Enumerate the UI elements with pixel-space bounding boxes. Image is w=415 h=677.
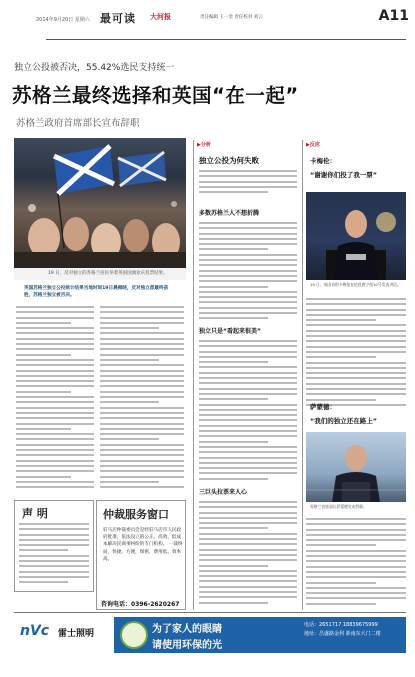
crowd-photo-art (14, 138, 186, 268)
article-subhead: 苏格兰政府首席部长宣布辞职 (16, 118, 140, 129)
quote-2: “我们的独立还在路上” (310, 417, 378, 425)
analysis-subheading-1: 多数苏格兰人不想折腾 (199, 210, 260, 217)
analysis-heading: 独立公投为何失败 (199, 156, 259, 165)
issue-date: 2014年9月20日 星期六 (36, 17, 90, 23)
arbitration-text-2: 一裁终局，快捷、方便，保密，费用低，效率高。 (103, 542, 183, 562)
analysis-text-2 (199, 222, 297, 320)
ad-slogan-2: 请使用环保的光 (152, 640, 222, 651)
article-kicker: 独立公投被否决，55.42%选民支持统一 (14, 63, 175, 73)
statement-text (19, 523, 89, 589)
analysis-text-1 (199, 170, 297, 200)
nvc-logo: nVc (20, 623, 50, 639)
arbitration-text (103, 527, 185, 563)
reaction-tag: ▶反应 (306, 142, 320, 148)
salmond-photo (306, 432, 406, 502)
arbitration-phone: 咨询电话：0396-2620267 (101, 601, 180, 608)
quote-1: “谢谢你们投了我一票” (310, 171, 378, 179)
statement-box (14, 500, 94, 592)
arbitration-title: 仲裁服务窗口 (103, 508, 169, 521)
nvc-brand-name: 雷士照明 (58, 629, 95, 639)
reaction-text-1 (306, 298, 406, 408)
ad-slogan-1: 为了家人的眼睛 (152, 624, 222, 635)
ad-phone: 电话：2651717 18839675999 (304, 622, 378, 628)
salmond-photo-art (306, 432, 406, 502)
eco-badge-icon (120, 621, 148, 649)
editor-credits: 责任编辑 王一金 责任校对 刘云 (200, 15, 263, 20)
analysis-text-4 (199, 501, 297, 609)
analysis-text-3 (199, 340, 297, 480)
crowd-photo (14, 138, 186, 268)
article-headline: 苏格兰最终选择和英国“在一起” (12, 84, 299, 107)
body-column-2 (100, 306, 184, 491)
person-name-1: 卡梅伦： (310, 157, 336, 165)
person-name-2: 萨蒙德： (310, 403, 336, 411)
section-title: 最可读 (100, 12, 136, 25)
photo3-caption: 苏格兰首席部长萨蒙德宣布辞职。 (310, 504, 367, 509)
cameron-photo (306, 192, 406, 280)
reaction-text-2 (306, 518, 406, 610)
column-divider (193, 140, 194, 610)
column-divider (302, 140, 303, 610)
ad-contact (304, 621, 381, 639)
analysis-tag: ▶分析 (197, 142, 211, 148)
arbitration-box (96, 500, 186, 610)
page-number: A11 (378, 8, 409, 24)
analysis-subheading-3: 三巨头拉票来人心 (199, 489, 248, 496)
ad-address: 地址：昌盛路金利 浙南东大门二楼 (304, 631, 381, 637)
arbitration-text-1: 驻马店仲裁委员会是经驻马店市人民政府批准，依法设立的公正、高效、低成本解决民商事纠纷的专门机构。 (103, 528, 182, 548)
analysis-subheading-2: 独立只是“看起来很美” (199, 328, 261, 335)
body-column-1 (16, 306, 94, 491)
photo2-caption: 19 日，英国首相卡梅伦在伦敦唐宁街10号发表讲话。 (310, 282, 401, 287)
cameron-photo-art (306, 192, 406, 280)
ad-divider (14, 612, 406, 613)
article-lead: 英国苏格兰独立公投统计结果当地时间19日晨揭晓，反对独立派最终获胜，苏格兰独立被否决。 (24, 286, 169, 298)
nvc-advert (14, 617, 406, 653)
photo-caption: 19 日，反对独立的苏格兰居民举着英国国旗欢庆投票结果。 (14, 268, 186, 280)
ad-logo-panel (14, 617, 114, 653)
statement-title: 声 明 (22, 507, 48, 520)
newspaper-brand: 大河报 (150, 13, 171, 21)
